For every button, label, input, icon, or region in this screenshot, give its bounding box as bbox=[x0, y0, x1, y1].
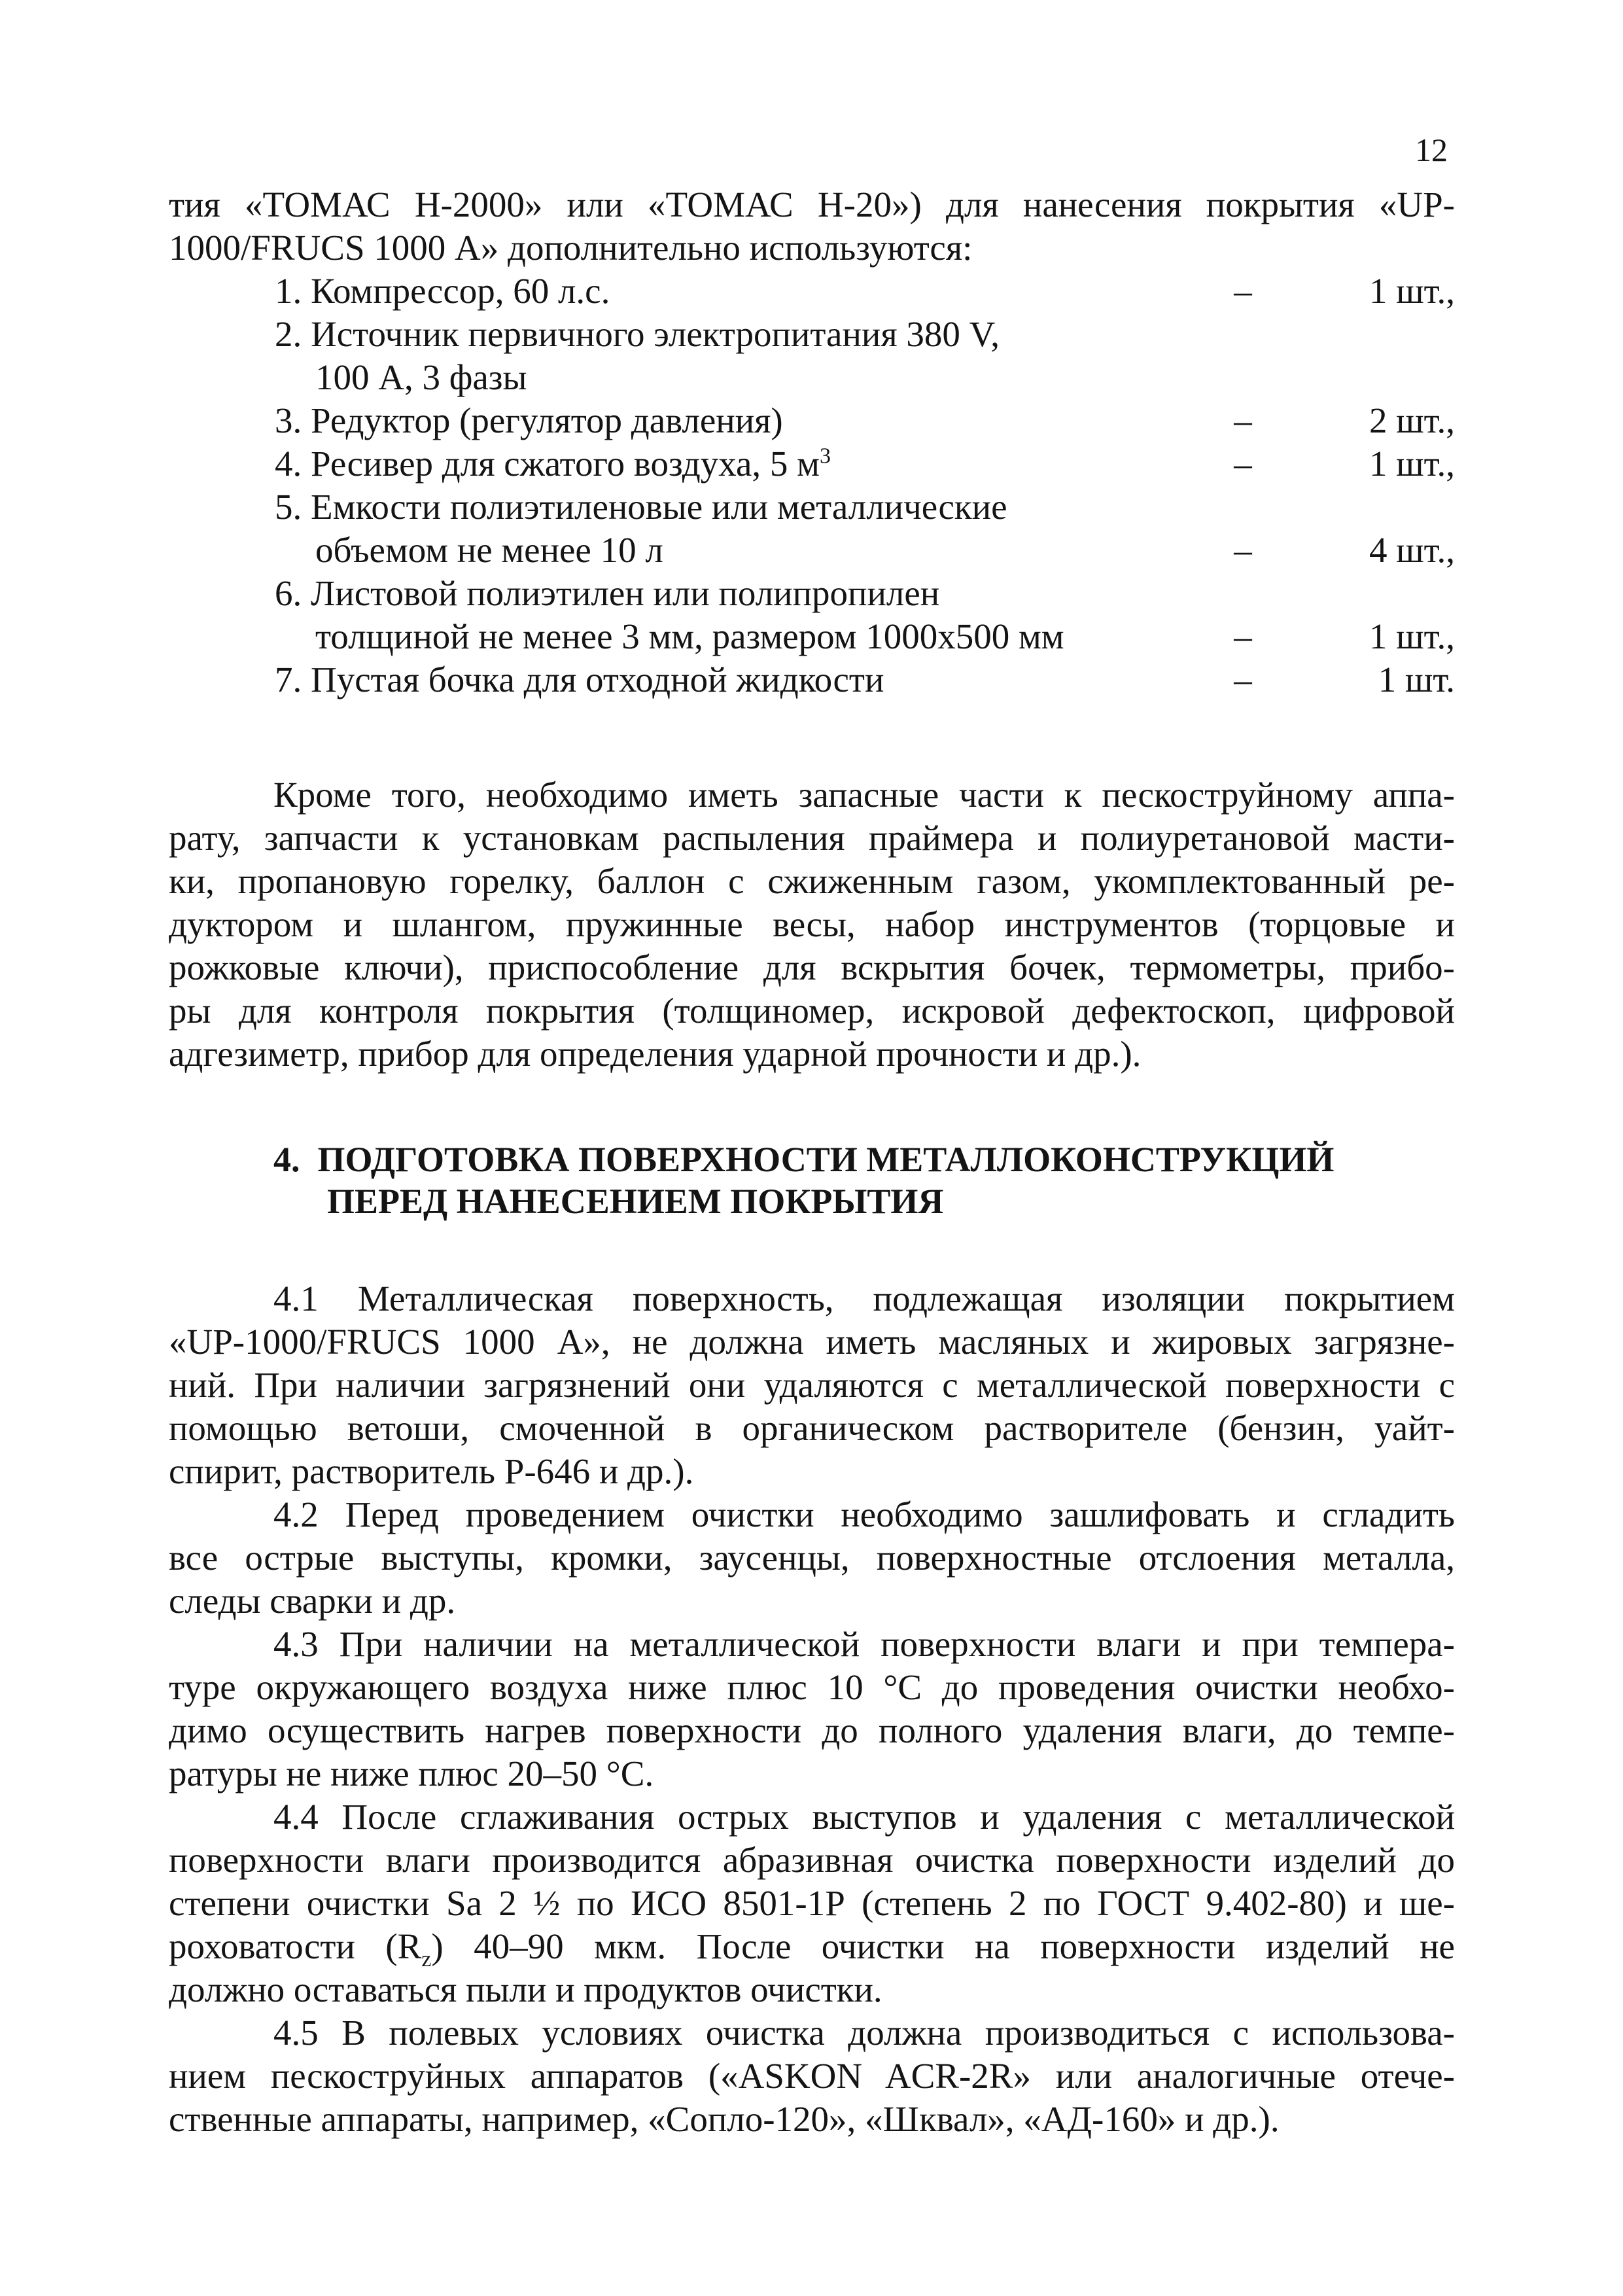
text-line: рату, запчасти к установкам распыления праймера и полиуретановой масти- bbox=[169, 818, 1455, 858]
item-dash: – bbox=[1234, 530, 1252, 570]
intro-paragraph bbox=[169, 183, 1455, 270]
list-item bbox=[275, 399, 1455, 442]
text-line bbox=[169, 1925, 1455, 1971]
text-line: 4.2 Перед проведением очистки необходимо зашлифовать и сгладить bbox=[273, 1494, 1455, 1534]
text-fragment: роховатости (R bbox=[169, 1926, 422, 1966]
item-quantity: 1 шт. bbox=[1378, 660, 1455, 699]
text-line: помощью ветоши, смоченной в органическом растворителе (бензин, уайт- bbox=[169, 1408, 1455, 1448]
text-line: 4.5 В полевых условиях очистка должна производиться с использова- bbox=[273, 2013, 1455, 2053]
section-heading bbox=[273, 1139, 1455, 1222]
text-line: все острые выступы, кромки, заусенцы, поверхностные отслоения металла, bbox=[169, 1538, 1455, 1578]
item-quantity: 1 шт., bbox=[1369, 616, 1455, 656]
item-label: 5. Емкости полиэтиленовые или металлические bbox=[275, 487, 1007, 527]
text-line: Кроме того, необходимо иметь запасные части к пескоструйному аппа- bbox=[273, 775, 1455, 815]
text-line: ний. При наличии загрязнений они удаляются с металлической поверхности с bbox=[169, 1365, 1455, 1405]
text-line: спирит, растворитель Р-646 и др.). bbox=[169, 1451, 694, 1491]
text-line: «UP-1000/FRUCS 1000 А», не должна иметь масляных и жировых загрязне- bbox=[169, 1322, 1455, 1362]
list-item bbox=[275, 442, 1455, 486]
list-item bbox=[275, 313, 1455, 399]
item-dash: – bbox=[1234, 400, 1252, 440]
text-line: 4.1 Металлическая поверхность, подлежащая изоляции покрытием bbox=[273, 1279, 1455, 1318]
text-line: следы сварки и др. bbox=[169, 1581, 456, 1621]
text-line: дуктором и шлангом, пружинные весы, набор инструментов (торцовые и bbox=[169, 904, 1455, 944]
item-quantity: 2 шт., bbox=[1369, 400, 1455, 440]
document-body bbox=[169, 183, 1455, 2141]
text-line: ки, пропановую горелку, баллон с сжиженным газом, укомплектованный ре- bbox=[169, 861, 1455, 901]
text-line: нием пескоструйных аппаратов («ASKON ACR-2R» или аналогичные отече- bbox=[169, 2056, 1455, 2096]
text-line: 4.4 После сглаживания острых выступов и удаления с металлической bbox=[273, 1797, 1455, 1837]
item-label-continued: толщиной не менее 3 мм, размером 1000х500 мм bbox=[315, 616, 1064, 656]
section-title-line: ПЕРЕД НАНЕСЕНИЕМ ПОКРЫТИЯ bbox=[327, 1182, 944, 1221]
page-number: 12 bbox=[1415, 132, 1448, 168]
text-line: должно оставаться пыли и продуктов очистки. bbox=[169, 1969, 882, 2009]
text-line: ратуры не ниже плюс 20–50 °С. bbox=[169, 1754, 654, 1793]
text-line: адгезиметр, прибор для определения ударной прочности и др.). bbox=[169, 1034, 1142, 1074]
text-line: поверхности влаги производится абразивная очистка поверхности изделий до bbox=[169, 1840, 1455, 1880]
paragraph-4-1 bbox=[169, 1277, 1455, 1493]
item-label: 4. Ресивер для сжатого воздуха, 5 м bbox=[275, 444, 820, 484]
item-quantity: 1 шт., bbox=[1369, 444, 1455, 484]
item-dash: – bbox=[1234, 271, 1252, 311]
item-label: 6. Листовой полиэтилен или полипропилен bbox=[275, 573, 940, 613]
equipment-list bbox=[275, 270, 1455, 701]
text-line: ственные аппараты, например, «Сопло-120», «Шквал», «АД-160» и др.). bbox=[169, 2099, 1280, 2139]
item-dash: – bbox=[1234, 660, 1252, 699]
text-line: рожковые ключи), приспособление для вскрытия бочек, термометры, прибо- bbox=[169, 947, 1455, 987]
text-line: тия «ТОМАС Н-2000» или «ТОМАС Н-20») для нанесения покрытия «UP- bbox=[169, 185, 1455, 224]
text-line: 1000/FRUCS 1000 А» дополнительно используются: bbox=[169, 228, 973, 268]
item-label: 1. Компрессор, 60 л.с. bbox=[275, 271, 610, 311]
subscript: z bbox=[421, 1947, 432, 1971]
text-line: ры для контроля покрытия (толщиномер, искровой дефектоскоп, цифровой bbox=[169, 991, 1455, 1031]
item-label-continued: 100 А, 3 фазы bbox=[315, 357, 527, 397]
list-item bbox=[275, 270, 1455, 313]
paragraph-4-3 bbox=[169, 1623, 1455, 1795]
item-label: 2. Источник первичного электропитания 380 V, bbox=[275, 314, 1000, 354]
text-line: степени очистки Sa 2 ½ по ИСО 8501-1Р (степень 2 по ГОСТ 9.402-80) и ше- bbox=[169, 1883, 1455, 1923]
paragraph-4-2 bbox=[169, 1493, 1455, 1623]
item-label-continued: объемом не менее 10 л bbox=[315, 530, 663, 570]
item-quantity: 1 шт., bbox=[1369, 271, 1455, 311]
item-label: 7. Пустая бочка для отходной жидкости bbox=[275, 660, 884, 699]
list-item bbox=[275, 572, 1455, 658]
superscript: 3 bbox=[819, 444, 831, 468]
paragraph-4-5 bbox=[169, 2011, 1455, 2141]
text-line: димо осуществить нагрев поверхности до полного удаления влаги, до темпе- bbox=[169, 1710, 1455, 1750]
paragraph-4-4 bbox=[169, 1795, 1455, 2011]
item-quantity: 4 шт., bbox=[1369, 530, 1455, 570]
spare-parts-paragraph bbox=[169, 773, 1455, 1076]
list-item bbox=[275, 658, 1455, 701]
text-fragment: ) 40–90 мкм. После очистки на поверхности изделий не bbox=[431, 1926, 1455, 1966]
item-dash: – bbox=[1234, 616, 1252, 656]
section-number: 4. bbox=[273, 1140, 300, 1179]
text-line: туре окружающего воздуха ниже плюс 10 °С до проведения очистки необхо- bbox=[169, 1667, 1455, 1707]
section-title-line: ПОДГОТОВКА ПОВЕРХНОСТИ МЕТАЛЛОКОНСТРУКЦИЙ bbox=[317, 1140, 1335, 1179]
list-item bbox=[275, 486, 1455, 572]
item-label: 3. Редуктор (регулятор давления) bbox=[275, 400, 783, 440]
text-line: 4.3 При наличии на металлической поверхности влаги и при темпера- bbox=[273, 1624, 1455, 1664]
item-dash: – bbox=[1234, 444, 1252, 484]
